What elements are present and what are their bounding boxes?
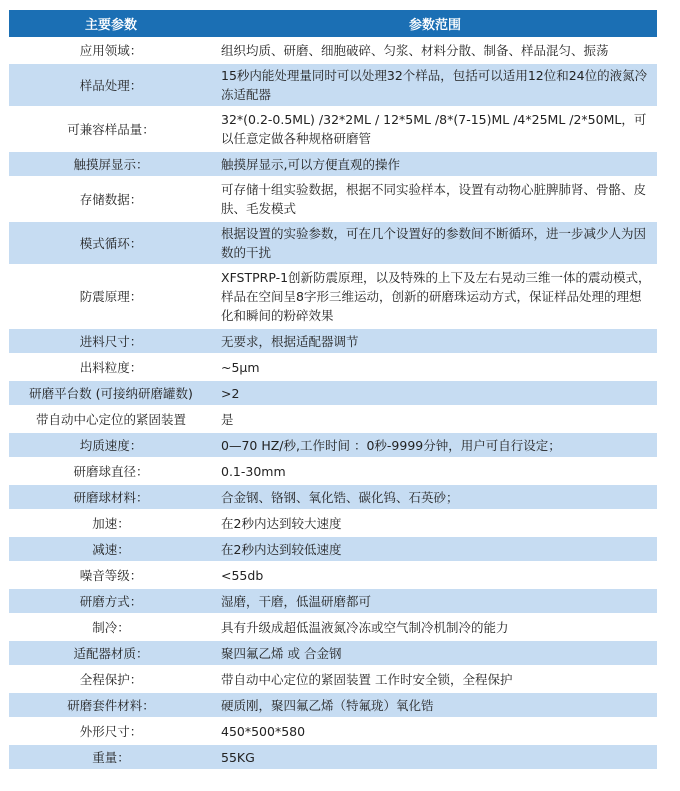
table-row: [9, 406, 657, 432]
row-value: 0—70 HZ/秒,工作时间 ：0秒-9999分钟，用户可自行设定；: [213, 432, 657, 458]
table-row: [9, 744, 657, 770]
table-row: [9, 640, 657, 666]
row-label: 全程保护：: [9, 666, 213, 692]
row-label: 防震原理：: [9, 265, 213, 328]
table-row: [9, 510, 657, 536]
table-row: [9, 38, 657, 63]
row-label: 样品处理：: [9, 63, 213, 107]
table-row: [9, 328, 657, 354]
row-value: 触摸屏显示,可以方便直观的操作: [213, 151, 657, 177]
row-label: 带自动中心定位的紧固装置: [9, 406, 213, 432]
table-header-row: [9, 10, 657, 38]
table-row: [9, 432, 657, 458]
row-value: 无要求，根据适配器调节: [213, 328, 657, 354]
row-value: 32*(0.2-0.5ML) /32*2ML / 12*5ML /8*(7-15)ML /4*25ML /2*50ML，可以任意定做各种规格研磨管: [213, 107, 657, 151]
table-row: [9, 562, 657, 588]
row-value: XFSTPRP-1创新防震原理，以及特殊的上下及左右晃动三维一体的震动模式，样品在空间呈8字形三维运动，创新的研磨珠运动方式，保证样品处理的理想化和瞬间的粉碎效果: [213, 265, 657, 328]
header-range: 参数范围: [213, 10, 657, 38]
row-label: 应用领域：: [9, 38, 213, 63]
table-row: [9, 63, 657, 107]
row-value: 是: [213, 406, 657, 432]
row-value: 0.1-30mm: [213, 458, 657, 484]
row-label: 噪音等级：: [9, 562, 213, 588]
table-row: [9, 221, 657, 265]
row-value: >2: [213, 380, 657, 406]
table-row: [9, 151, 657, 177]
row-label: 制冷：: [9, 614, 213, 640]
row-label: 可兼容样品量：: [9, 107, 213, 151]
row-value: 450*500*580: [213, 718, 657, 744]
row-value: 在2秒内达到较低速度: [213, 536, 657, 562]
row-value: 硬质刚，聚四氟乙烯（特氟珑）氧化锆: [213, 692, 657, 718]
row-value: 在2秒内达到较大速度: [213, 510, 657, 536]
row-label: 重量：: [9, 744, 213, 770]
row-value: 聚四氟乙烯 或 合金钢: [213, 640, 657, 666]
row-label: 研磨球材料：: [9, 484, 213, 510]
row-label: 外形尺寸：: [9, 718, 213, 744]
row-label: 适配器材质：: [9, 640, 213, 666]
row-value: 可存储十组实验数据，根据不同实验样本，设置有动物心脏脾肺肾、骨骼、皮肤、毛发模式: [213, 177, 657, 221]
table-row: [9, 666, 657, 692]
table-row: [9, 692, 657, 718]
row-value: 组织均质、研磨、细胞破碎、匀浆、材料分散、制备、样品混匀、振荡: [213, 38, 657, 63]
row-label: 研磨球直径：: [9, 458, 213, 484]
table-row: [9, 354, 657, 380]
spec-table-container: [9, 10, 657, 771]
table-row: [9, 107, 657, 151]
row-label: 减速：: [9, 536, 213, 562]
row-label: 均质速度：: [9, 432, 213, 458]
table-row: [9, 718, 657, 744]
header-param: 主要参数: [9, 10, 213, 38]
row-label: 研磨套件材料：: [9, 692, 213, 718]
row-value: 合金钢、铬钢、氧化锆、碳化钨、石英砂；: [213, 484, 657, 510]
table-row: [9, 380, 657, 406]
row-label: 触摸屏显示：: [9, 151, 213, 177]
row-value: 根据设置的实验参数，可在几个设置好的参数间不断循环，进一步减少人为因数的干扰: [213, 221, 657, 265]
row-value: 带自动中心定位的紧固装置 工作时安全锁，全程保护: [213, 666, 657, 692]
table-row: [9, 265, 657, 328]
row-label: 模式循环：: [9, 221, 213, 265]
row-label: 存储数据：: [9, 177, 213, 221]
row-value: 55KG: [213, 744, 657, 770]
table-row: [9, 588, 657, 614]
row-label: 加速：: [9, 510, 213, 536]
row-label: 研磨方式：: [9, 588, 213, 614]
table-row: [9, 536, 657, 562]
row-label: 进料尺寸：: [9, 328, 213, 354]
row-value: 湿磨，干磨，低温研磨都可: [213, 588, 657, 614]
row-value: 15秒内能处理量同时可以处理32个样品，包括可以适用12位和24位的液氮冷冻适配器: [213, 63, 657, 107]
row-value: 具有升级成超低温液氮冷冻或空气制冷机制冷的能力: [213, 614, 657, 640]
table-row: [9, 614, 657, 640]
row-label: 出料粒度：: [9, 354, 213, 380]
spec-table: [9, 10, 657, 771]
row-label: 研磨平台数 (可接纳研磨罐数): [9, 380, 213, 406]
table-row: [9, 484, 657, 510]
row-value: <55db: [213, 562, 657, 588]
table-row: [9, 177, 657, 221]
row-value: ~5μm: [213, 354, 657, 380]
table-row: [9, 458, 657, 484]
